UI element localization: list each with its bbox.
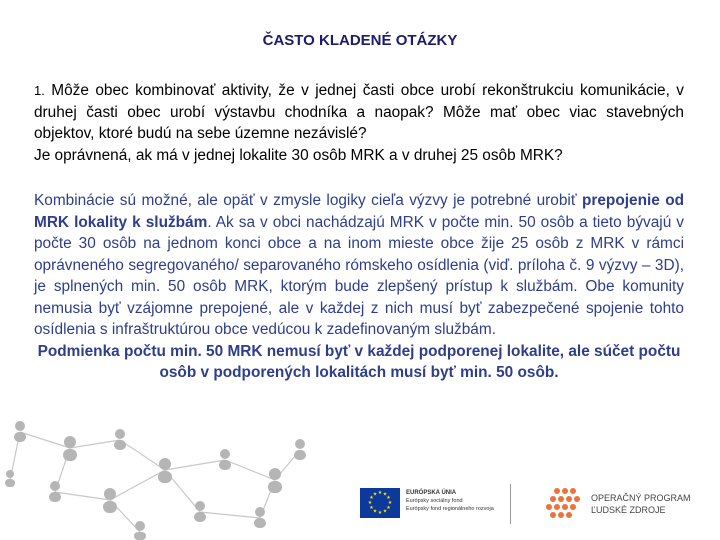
question-number: 1. xyxy=(34,83,45,98)
answer-condition: Podmienka počtu min. 50 MRK nemusí byť v každej podporenej lokalite, ale súčet počtu osôb v podporených lokalitách musí byť min. 50 osôb. xyxy=(37,342,681,381)
svg-text:★: ★ xyxy=(377,490,383,496)
svg-text:★: ★ xyxy=(387,500,393,506)
eu-esf: Európsky sociálny fond xyxy=(406,498,463,504)
op-line-1: OPERAČNÝ PROGRAM xyxy=(591,493,691,503)
question-block xyxy=(34,80,684,166)
svg-text:★: ★ xyxy=(386,505,391,511)
svg-text:★: ★ xyxy=(382,491,388,498)
question-text: Môže obec kombinovať aktivity, že v jednej časti obce urobí rekonštrukciu komunikácie, v druhej časti obec urobí výstavbu chodníka a naopak? Môže mať obec viac stavebných objektov, ktoré budú na sebe územne nezávislé? xyxy=(34,82,684,142)
people-network-graphic xyxy=(0,400,340,540)
answer-part2: . Ak sa v obci nachádzajú MRK v počte min. 50 osôb a tieto bývajú v počte 30 osôb na jednom konci obce a na inom mieste obce žije 25 osôb z MRK v rámci oprávneného segregovaného/ separovaného rómskeho osídlenia (viď. príloha č. 9 výzvy – 3D), je splnených min. 50 osôb MRK, ktorým bude zlepšený prístup k službám. Obe komunity nemusia byť vzájomne prepojené, ale v každej z nich musí byť zabezpečené spojenie tohto osídlenia s infraštruktúrou obce vedúcou k zadefinovaným službám. xyxy=(34,213,684,338)
op-lz-logo-icon xyxy=(545,487,583,523)
eu-flag-logo xyxy=(360,488,400,518)
svg-text:★: ★ xyxy=(372,491,378,498)
footer-divider xyxy=(510,484,511,524)
question-followup: Je oprávnená, ak má v jednej lokalite 30 osôb MRK a v druhej 25 osôb MRK? xyxy=(34,146,563,164)
svg-text:★: ★ xyxy=(369,495,374,501)
svg-text:★: ★ xyxy=(377,510,383,516)
op-line-2: ĽUDSKÉ ZDROJE xyxy=(591,505,666,515)
answer-emphasis: prepojenie od MRK lokality k službám xyxy=(34,192,684,231)
svg-text:★: ★ xyxy=(369,505,374,511)
eu-erdf: Európsky fond regionálneho rozvoja xyxy=(406,506,494,512)
eu-name: EURÓPSKA ÚNIA xyxy=(406,490,457,496)
svg-text:★: ★ xyxy=(367,500,373,506)
svg-text:★: ★ xyxy=(386,495,391,501)
answer-part1: Kombinácie sú možné, ale opäť v zmysle logiky cieľa výzvy je potrebné urobiť xyxy=(34,192,577,209)
op-program-text xyxy=(591,492,691,516)
eu-funds-text xyxy=(406,489,494,513)
svg-text:★: ★ xyxy=(372,508,378,515)
svg-text:★: ★ xyxy=(382,508,388,515)
page-title: ČASTO KLADENÉ OTÁZKY xyxy=(262,32,458,49)
answer-block xyxy=(34,190,684,384)
